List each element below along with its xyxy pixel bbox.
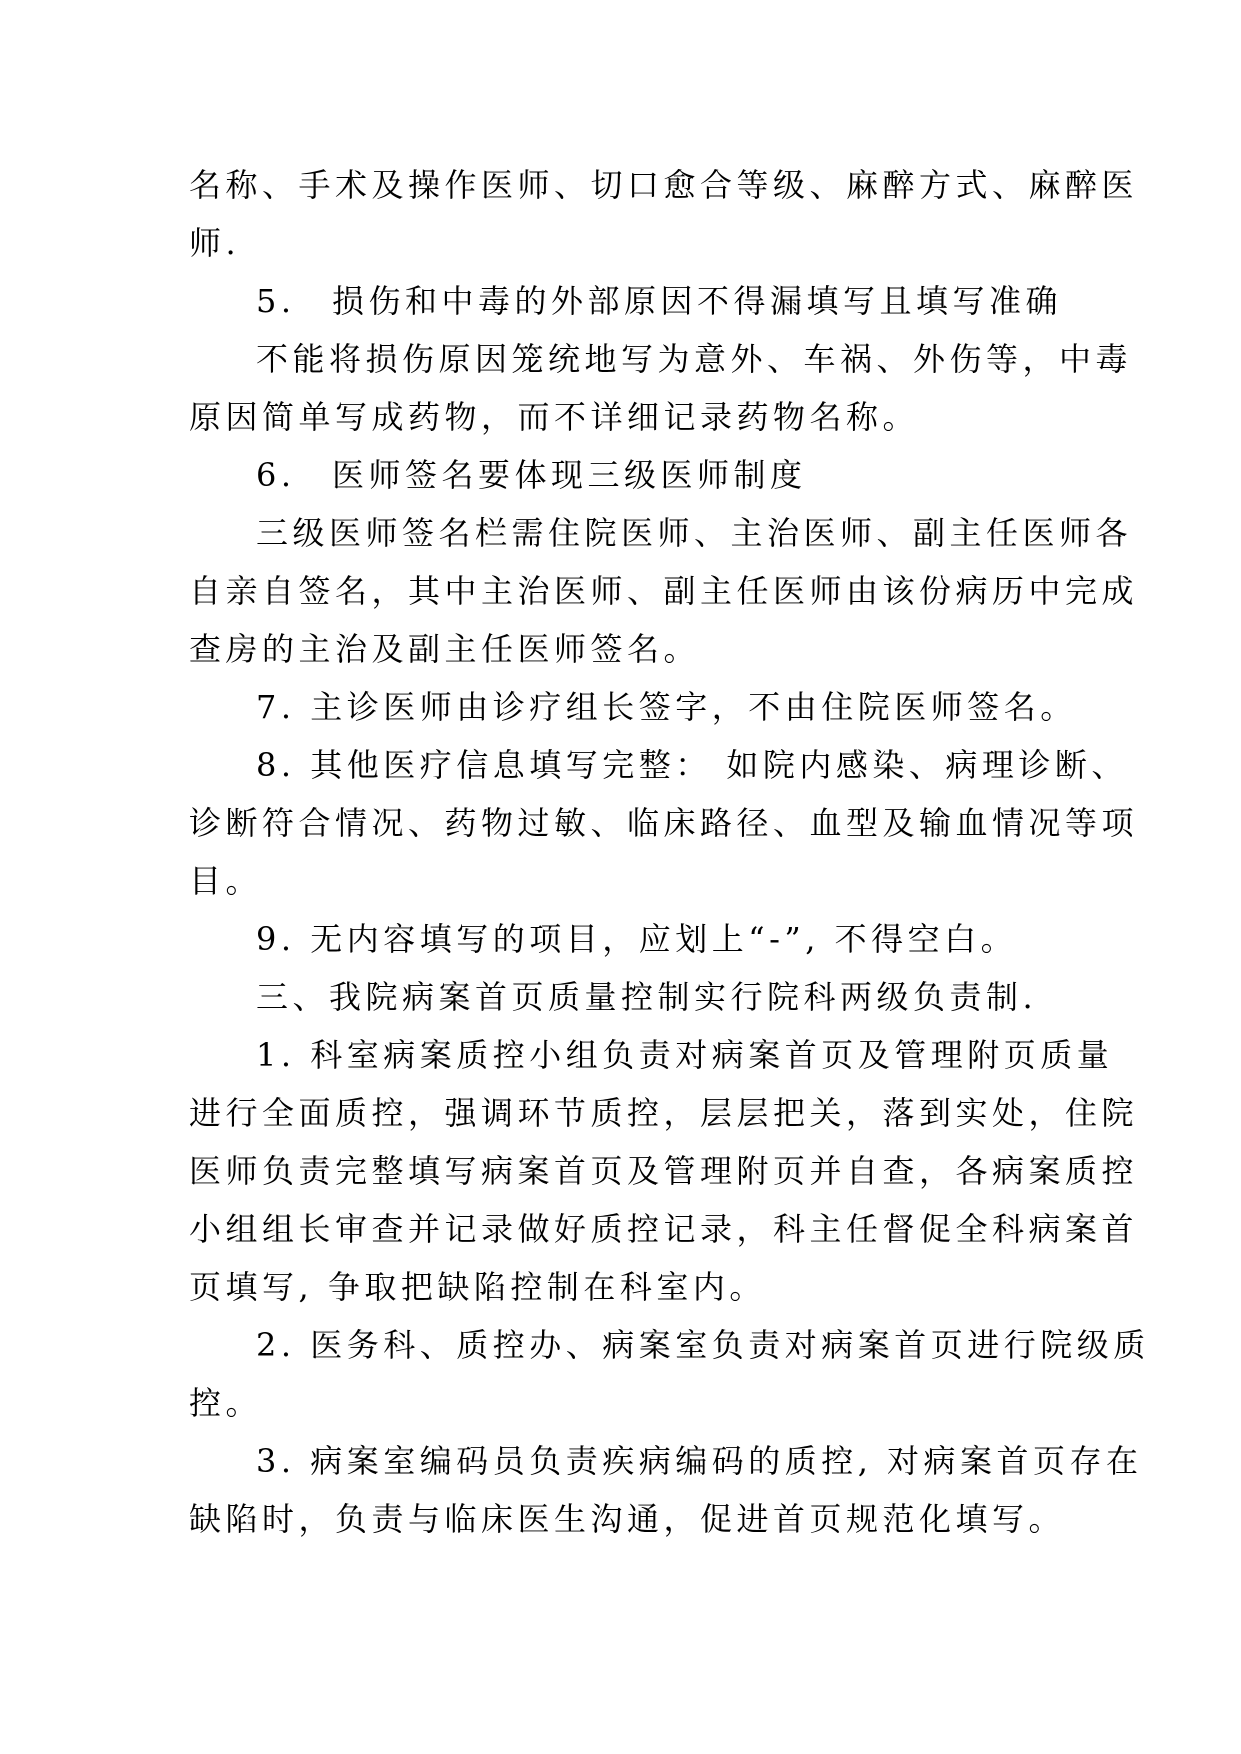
text-line: 小组组长审查并记录做好质控记录，科主任督促全科病案首 (189, 1210, 1139, 1248)
text-line: 页填写, 争取把缺陷控制在科室内。 (189, 1268, 766, 1306)
text-line: 缺陷时，负责与临床医生沟通，促进首页规范化填写。 (189, 1500, 1066, 1538)
text-line: 2. 医务科、质控办、病案室负责对病案首页进行院级质 (256, 1326, 1150, 1364)
text-line: 1. 科室病案质控小组负责对病案首页及管理附页质量 (256, 1036, 1114, 1074)
text-line: 自亲自签名，其中主治医师、副主任医师由该份病历中完成 (189, 572, 1139, 610)
text-line: 进行全面质控，强调环节质控，层层把关，落到实处，住院 (189, 1094, 1139, 1132)
text-line: 名称、手术及操作医师、切口愈合等级、麻醉方式、麻醉医 (189, 166, 1139, 204)
text-line: 7. 主诊医师由诊疗组长签字，不由住院医师签名。 (256, 688, 1077, 726)
text-line: 8. 其他医疗信息填写完整： 如院内感染、病理诊断、 (256, 746, 1128, 784)
text-line: 不能将损伤原因笼统地写为意外、车祸、外伤等，中毒 (256, 340, 1133, 378)
text-line: 5. 损伤和中毒的外部原因不得漏填写且填写准确 (256, 282, 1063, 320)
text-line: 3. 病案室编码员负责疾病编码的质控, 对病案首页存在 (256, 1442, 1143, 1480)
text-line: 师. (189, 224, 241, 262)
text-line: 三、我院病案首页质量控制实行院科两级负责制. (256, 978, 1038, 1016)
text-line: 控。 (189, 1384, 263, 1422)
text-line: 医师负责完整填写病案首页及管理附页并自查，各病案质控 (189, 1152, 1139, 1190)
text-line: 三级医师签名栏需住院医师、主治医师、副主任医师各 (256, 514, 1133, 552)
text-line: 9. 无内容填写的项目，应划上“-”, 不得空白。 (256, 920, 1018, 958)
text-line: 原因简单写成药物，而不详细记录药物名称。 (189, 398, 920, 436)
text-line: 诊断符合情况、药物过敏、临床路径、血型及输血情况等项 (189, 804, 1139, 842)
text-line: 查房的主治及副主任医师签名。 (189, 630, 701, 668)
text-line: 目。 (189, 862, 263, 900)
text-line: 6. 医师签名要体现三级医师制度 (256, 456, 807, 494)
